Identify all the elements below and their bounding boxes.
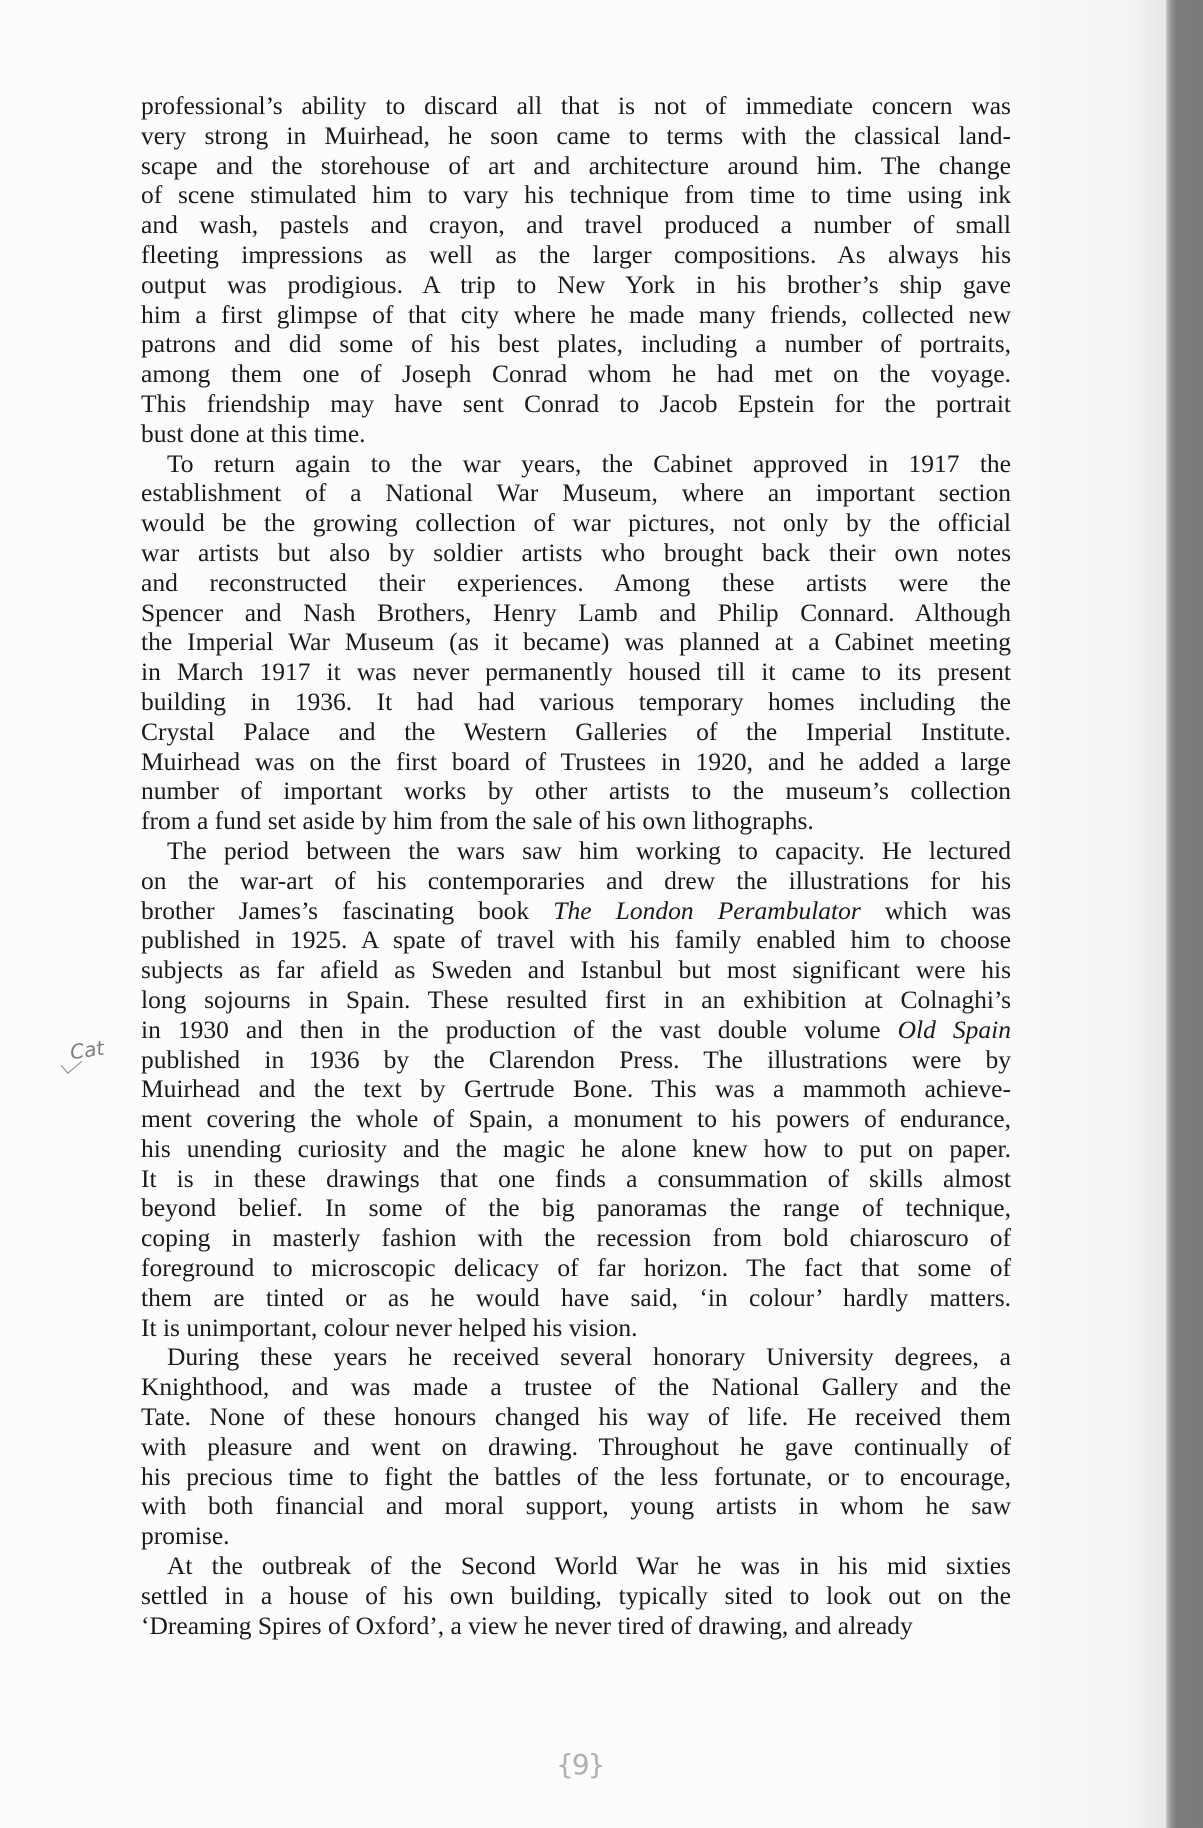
text-line: It is unimportant, colour never helped his vision. bbox=[141, 1312, 638, 1342]
paragraph bbox=[141, 91, 1011, 449]
paragraph bbox=[141, 1551, 1011, 1640]
text-line: subjects as far afield as Sweden and Istanbul but most significant were his bbox=[141, 955, 1011, 985]
text-line: from a fund set aside by him from the sale of his own lithographs. bbox=[141, 806, 814, 836]
book-title: Old Spain bbox=[897, 1014, 1011, 1044]
text-line: establishment of a National War Museum, where an important section bbox=[141, 478, 1011, 508]
text-line: his precious time to fight the battles of the less fortunate, or to encourage, bbox=[141, 1461, 1011, 1491]
text-line: output was prodigious. A trip to New York in his brother’s ship gave bbox=[141, 269, 1011, 299]
text-line: the Imperial War Museum (as it became) was planned at a Cabinet meeting bbox=[141, 627, 1011, 657]
margin-annotation: Cat bbox=[68, 1035, 106, 1065]
text-line: During these years he received several honorary University degrees, a bbox=[167, 1342, 1011, 1372]
text-line: and reconstructed their experiences. Among these artists were the bbox=[141, 567, 1011, 597]
text-line: scape and the storehouse of art and architecture around him. The change bbox=[141, 150, 1011, 180]
paragraph bbox=[141, 836, 1011, 1343]
text-line: among them one of Joseph Conrad whom he had met on the voyage. bbox=[141, 359, 1011, 389]
text-line: his unending curiosity and the magic he alone knew how to put on paper. bbox=[141, 1133, 1011, 1163]
text-line: Tate. None of these honours changed his way of life. He received them bbox=[141, 1402, 1011, 1432]
text-line: very strong in Muirhead, he soon came to terms with the classical land- bbox=[141, 120, 1011, 150]
text-line: ment covering the whole of Spain, a monument to his powers of endurance, bbox=[141, 1104, 1011, 1134]
text-line: Spencer and Nash Brothers, Henry Lamb and Philip Connard. Although bbox=[141, 597, 1011, 627]
text-line: promise. bbox=[141, 1521, 230, 1551]
text-line: coping in masterly fashion with the recession from bold chiaroscuro of bbox=[141, 1223, 1011, 1253]
paragraph bbox=[141, 1342, 1011, 1551]
text-line: long sojourns in Spain. These resulted first in an exhibition at Colnaghi’s bbox=[141, 984, 1011, 1014]
text-line: It is in these drawings that one finds a consummation of skills almost bbox=[141, 1163, 1011, 1193]
text-line: To return again to the war years, the Cabinet approved in 1917 the bbox=[167, 448, 1011, 478]
text-line: with pleasure and went on drawing. Throughout he gave continually of bbox=[141, 1431, 1011, 1461]
text-line: on the war-art of his contemporaries and drew the illustrations for his bbox=[141, 865, 1011, 895]
text-line: number of important works by other artists to the museum’s collection bbox=[141, 776, 1011, 806]
text-line: patrons and did some of his best plates, including a number of portraits, bbox=[141, 329, 1011, 359]
text-line: of scene stimulated him to vary his technique from time to time using ink bbox=[141, 180, 1011, 210]
body-text bbox=[141, 91, 1011, 1640]
text-line: At the outbreak of the Second World War he was in his mid sixties bbox=[167, 1551, 1011, 1581]
page-number: {9} bbox=[556, 1748, 604, 1781]
text-line: and wash, pastels and crayon, and travel produced a number of small bbox=[141, 210, 1011, 240]
text-line: with both financial and moral support, young artists in whom he saw bbox=[141, 1491, 1011, 1521]
book-title: The London Perambulator bbox=[553, 895, 861, 925]
text-line: The period between the wars saw him working to capacity. He lectured bbox=[167, 835, 1011, 865]
text-line: building in 1936. It had had various temporary homes including the bbox=[141, 686, 1011, 716]
text-line: in March 1917 it was never permanently housed till it came to its present bbox=[141, 657, 1011, 687]
text-line: would be the growing collection of war pictures, not only by the official bbox=[141, 508, 1011, 538]
text-line: foreground to microscopic delicacy of far horizon. The fact that some of bbox=[141, 1253, 1011, 1283]
text-line: Muirhead and the text by Gertrude Bone. This was a mammoth achieve- bbox=[141, 1074, 1011, 1104]
text-line: settled in a house of his own building, typically sited to look out on the bbox=[141, 1580, 1011, 1610]
paragraph bbox=[141, 449, 1011, 836]
text-line: bust done at this time. bbox=[141, 418, 366, 448]
text-line: in 1930 and then in the production of the vast double volume Old Spain bbox=[141, 1014, 1011, 1044]
text-line: him a first glimpse of that city where he made many friends, collected new bbox=[141, 299, 1011, 329]
text-line: This friendship may have sent Conrad to Jacob Epstein for the portrait bbox=[141, 388, 1011, 418]
text-line: Crystal Palace and the Western Galleries of the Imperial Institute. bbox=[141, 716, 1011, 746]
text-line: published in 1936 by the Clarendon Press. The illustrations were by bbox=[141, 1044, 1011, 1074]
text-line: published in 1925. A spate of travel with his family enabled him to choose bbox=[141, 925, 1011, 955]
text-line: beyond belief. In some of the big panoramas the range of technique, bbox=[141, 1193, 1011, 1223]
page-edge-shadow bbox=[1166, 0, 1203, 1828]
text-line: Muirhead was on the first board of Trustees in 1920, and he added a large bbox=[141, 746, 1011, 776]
text-line: brother James’s fascinating book The London Perambulator which was bbox=[141, 895, 1011, 925]
text-line: them are tinted or as he would have said, ‘in colour’ hardly matters. bbox=[141, 1282, 1011, 1312]
text-line: ‘Dreaming Spires of Oxford’, a view he never tired of drawing, and already bbox=[141, 1610, 913, 1640]
text-line: professional’s ability to discard all that is not of immediate concern was bbox=[141, 91, 1011, 120]
text-line: Knighthood, and was made a trustee of the National Gallery and the bbox=[141, 1372, 1011, 1402]
text-line: war artists but also by soldier artists who brought back their own notes bbox=[141, 537, 1011, 567]
text-line: fleeting impressions as well as the larger compositions. As always his bbox=[141, 239, 1011, 269]
